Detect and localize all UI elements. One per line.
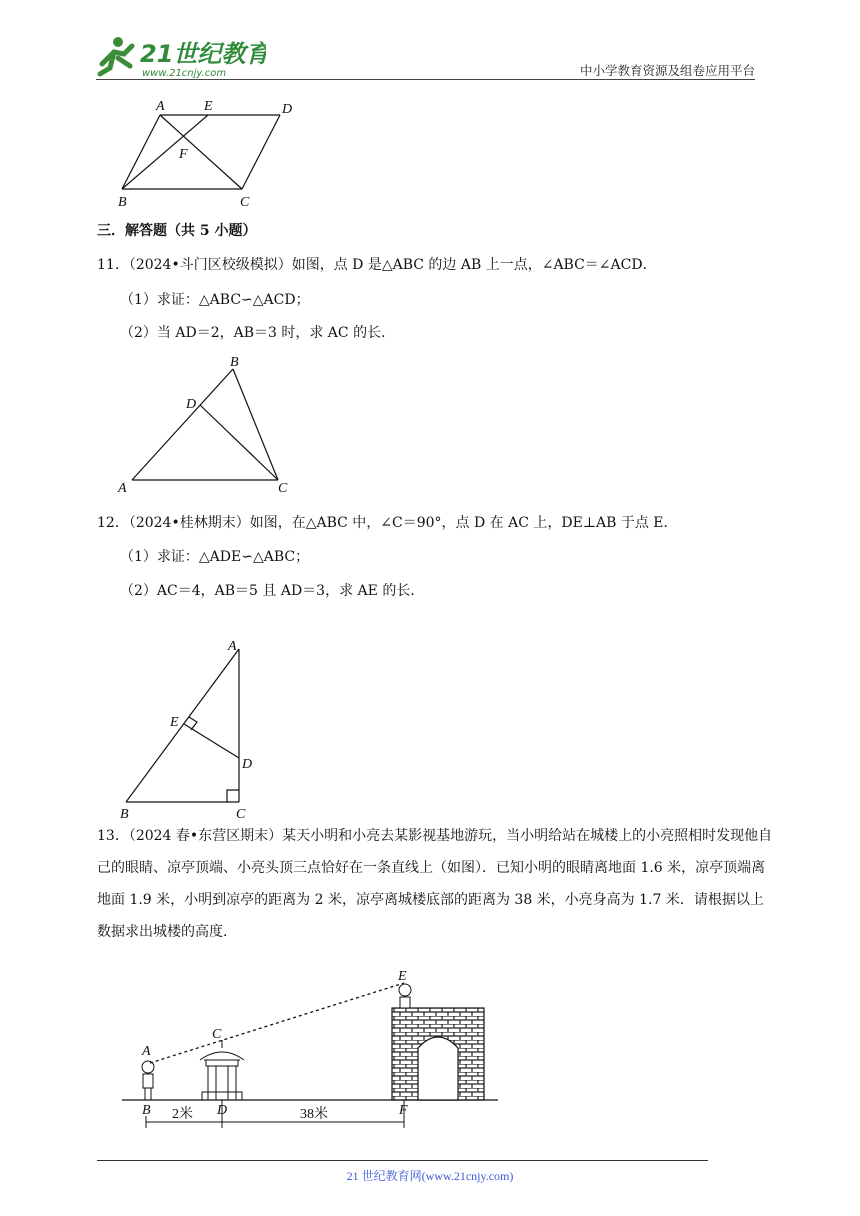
city-gate-icon [392, 1008, 484, 1100]
q12-stem: 12．（2024•桂林期末）如图，在△ABC 中，∠C＝90°，点 D 在 AC 上，DE⊥AB 于点 E． [97, 515, 678, 531]
platform-name: 中小学教育资源及组卷应用平台 [579, 63, 755, 78]
site-logo [96, 30, 266, 82]
person-xiaoming-icon [142, 1061, 154, 1100]
label-A: A [118, 481, 127, 496]
label-C: C [236, 807, 246, 822]
q12-part1: （1）求证：△ADE∽△ABC； [120, 549, 310, 565]
label-E: E [170, 715, 179, 730]
label-C: C [240, 195, 250, 210]
header-divider [96, 79, 755, 80]
label-A: A [156, 99, 165, 114]
label-F: F [399, 1103, 408, 1118]
logo-text: 21世纪教育 [140, 40, 266, 68]
label-B: B [142, 1103, 151, 1118]
q13-scene-figure [112, 960, 512, 1130]
label-D: D [186, 397, 197, 412]
q11-part2: （2）当 AD＝2，AB＝3 时，求 AC 的长． [120, 325, 396, 341]
section-title: 三．解答题（共 5 小题） [97, 223, 257, 239]
logo-url: www.21cnjy.com [142, 68, 227, 79]
label-B: B [120, 807, 129, 822]
label-E: E [204, 99, 213, 114]
label-F: F [179, 147, 188, 162]
q13-stem [97, 820, 777, 948]
label-C: C [212, 1027, 222, 1042]
label-B: B [118, 195, 127, 210]
runner-icon [100, 37, 132, 74]
label-C: C [278, 481, 288, 496]
q11-triangle-figure [112, 352, 302, 498]
distance-2m: 2米 [172, 1107, 193, 1122]
label-D: D [282, 102, 293, 117]
label-E: E [398, 969, 407, 984]
q12-part2: （2）AC＝4，AB＝5 且 AD＝3，求 AE 的长． [120, 583, 425, 599]
label-D: D [217, 1103, 228, 1118]
q12-right-triangle-figure [112, 634, 272, 824]
label-D: D [242, 757, 253, 772]
q11-stem: 11．（2024•斗门区校级模拟）如图，点 D 是△ABC 的边 AB 上一点，∠ABC＝∠ACD． [97, 257, 657, 273]
person-xiaoliang-icon [399, 984, 411, 1008]
pavilion-icon [200, 1040, 244, 1100]
parallelogram-figure [112, 96, 312, 212]
q11-part1: （1）求证：△ABC∽△ACD； [120, 292, 310, 308]
label-A: A [142, 1044, 151, 1059]
footer-text: 21 世纪教育网(www.21cnjy.com) [346, 1169, 514, 1183]
label-B: B [230, 355, 239, 370]
distance-38m: 38米 [300, 1107, 328, 1122]
footer-divider [97, 1160, 708, 1161]
q13-stem-text: 13．（2024 春•东营区期末）某天小明和小亮去某影视基地游玩，当小明给站在城楼上的小亮照相时发现他自己的眼睛、凉亭顶端、小亮头顶三点恰好在一条直线上（如图）．已知小明的眼睛离地面 1.6 米，凉亭顶端离地面 1.9 米，小明到凉亭的距离为 2 米，凉亭离城楼底部的距离为 38 米，小亮身高为 1.7 米．请根据以上数据求出城楼的高度． [97, 828, 773, 940]
label-A: A [228, 639, 237, 654]
